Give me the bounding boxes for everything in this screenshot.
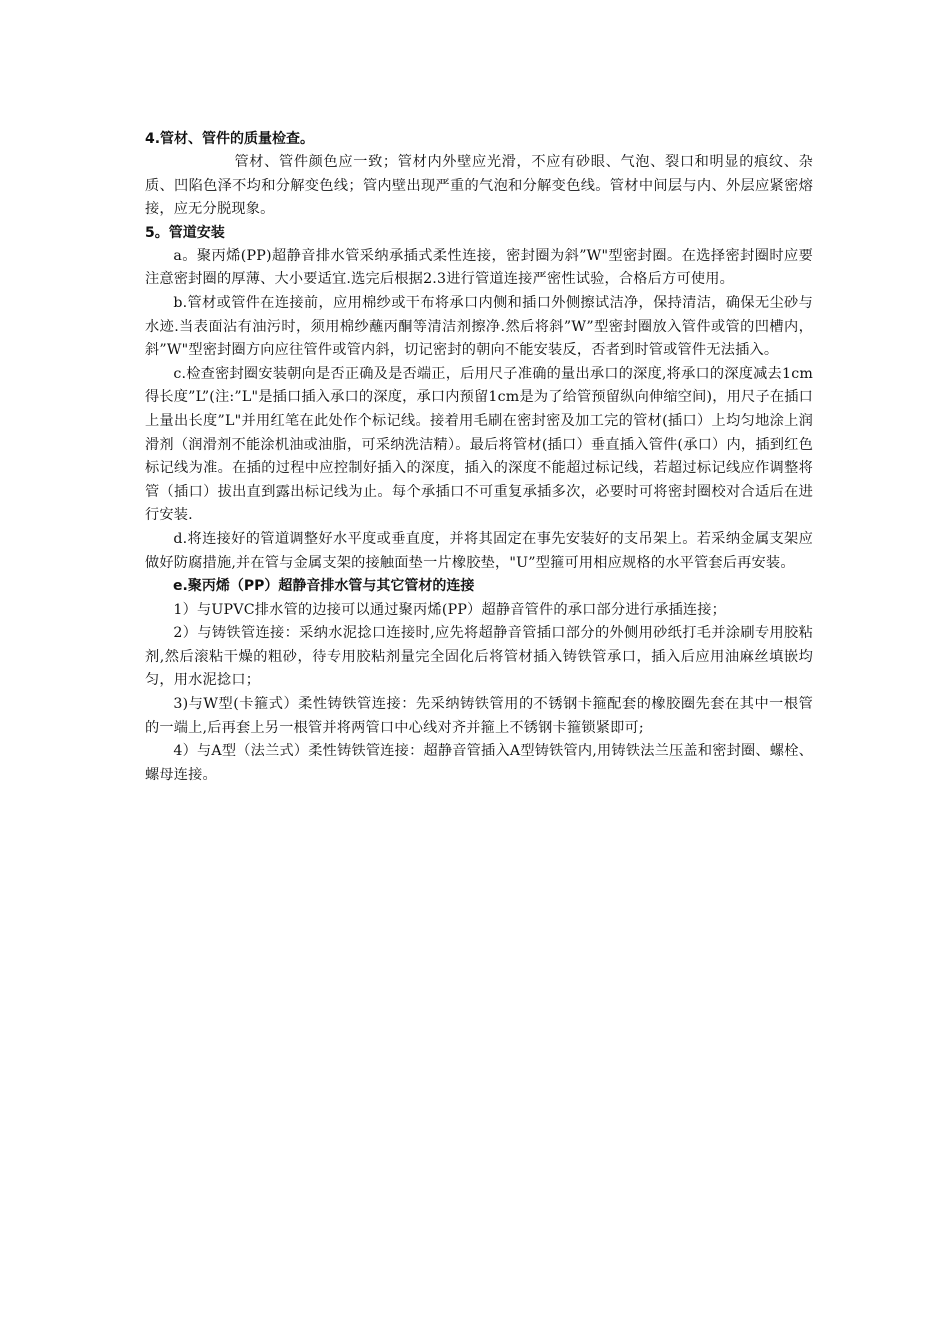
subheading-e: e.聚丙烯（PP）超静音排水管与其它管材的连接 bbox=[173, 578, 475, 595]
install-paragraph-b: b.管材或管件在连接前，应用棉纱或干布将承口内侧和插口外侧擦试洁净，保持清洁，确保无尘砂与水迹.当表面沾有油污时，须用棉纱蘸丙酮等清洁剂擦净.然后将斜”W”型密封圈放入管件或管的凹槽内，斜”W"型密封圈方向应往管件或管内斜，切记密封的朝向不能安装反，否者到时管或管件无法插入。 bbox=[145, 294, 813, 359]
connection-item-2: 2）与铸铁管连接：采纳水泥捻口连接时,应先将超静音管插口部分的外侧用砂纸打毛并涂刷专用胶粘剂,然后滚粘干燥的粗砂，待专用胶粘剂量完全固化后将管材插入铸铁管承口，插入后应用油麻丝填嵌均匀，用水泥捻口； bbox=[145, 625, 813, 689]
section-heading-install: 5。管道安装 bbox=[145, 224, 225, 241]
document-page bbox=[145, 128, 813, 787]
section-heading-quality: 4.管材、管件的质量检查。 bbox=[145, 131, 315, 147]
connection-item-4: 4）与A型（法兰式）柔性铸铁管连接：超静音管插入A型铸铁管内,用铸铁法兰压盖和密封圈、螺栓、螺母连接。 bbox=[145, 743, 813, 783]
connection-item-3: 3)与W型(卡箍式）柔性铸铁管连接：先采纳铸铁管用的不锈钢卡箍配套的橡胶圈先套在其中一根管的一端上,后再套上另一根管并将两管口中心线对齐并箍上不锈钢卡箍锁紧即可; bbox=[145, 696, 813, 736]
install-paragraph-d: d.将连接好的管道调整好水平度或垂直度，并将其固定在事先安装好的支吊架上。若采纳金属支架应做好防腐措施,并在管与金属支架的接触面垫一片橡胶垫，"U”型箍可用相应规格的水平管套后再安装。 bbox=[145, 530, 813, 571]
connection-item-1: 1）与UPVC排水管的边接可以通过聚丙烯(PP）超静音管件的承口部分进行承插连接； bbox=[173, 601, 727, 618]
install-paragraph-a: a。聚丙烯(PP)超静音排水管采纳承插式柔性连接，密封圈为斜”W"型密封圈。在选择密封圈时应要注意密封圈的厚薄、大小要适宜.选完后根据2.3进行管道连接严密性试验，合格后方可使用。 bbox=[145, 247, 813, 288]
install-paragraph-c: c.检查密封圈安装朝向是否正确及是否端正，后用尺子准确的量出承口的深度,将承口的深度减去1cm得长度”L”(注:”L"是插口插入承口的深度，承口内预留1cm是为了给管预留纵向伸缩空间)，用尺子在插口上量出长度”L"并用红笔在此处作个标记线。接着用毛刷在密封密及加工完的管材(插口）上均匀地涂上润滑剂（润滑剂不能涂机油或油脂，可采纳洗洁精）。最后将管材(插口）垂直插入管件(承口）内，插到红色标记线为准。在插的过程中应控制好插入的深度，插入的深度不能超过标记线，若超过标记线应作调整将管（插口）拔出直到露出标记线为止。每个承插口不可重复承插多次，必要时可将密封圈校对合适后在进行安装. bbox=[145, 365, 813, 524]
quality-paragraph: 管材、管件颜色应一致；管材内外壁应光滑，不应有砂眼、气泡、裂口和明显的痕纹、杂质、凹陷色泽不均和分解变色线；管内壁出现严重的气泡和分解变色线。管材中间层与内、外层应紧密熔接，应无分脱现象。 bbox=[145, 154, 813, 218]
